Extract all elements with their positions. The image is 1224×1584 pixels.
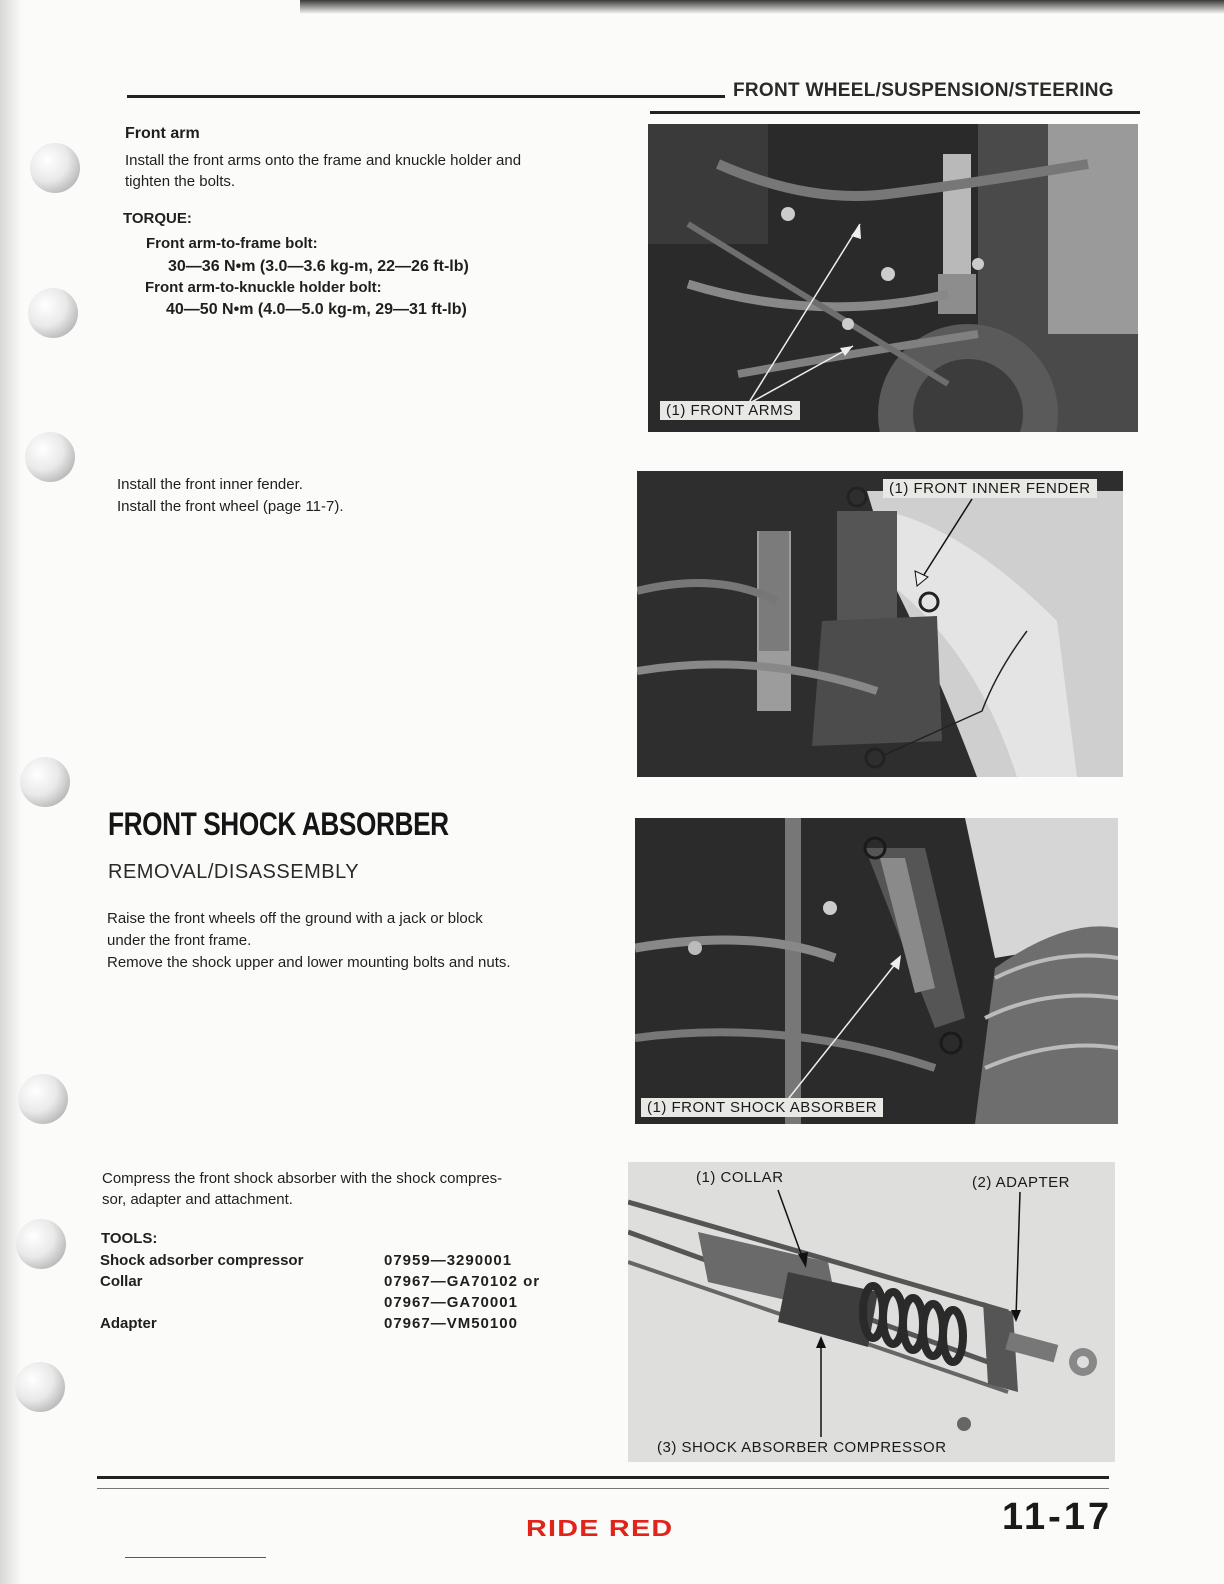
torque-spec-label: Front arm-to-knuckle holder bolt: <box>145 279 382 296</box>
tool-part-number: 07967—VM50100 <box>384 1315 518 1332</box>
shock-absorber-compressor-callout: (3) SHOCK ABSORBER COMPRESSOR <box>657 1439 947 1456</box>
bottom-link-underline <box>125 1557 266 1558</box>
binder-hole <box>18 1074 68 1124</box>
removal-disassembly-subheading: REMOVAL/DISASSEMBLY <box>108 861 360 883</box>
header-rule <box>650 111 1140 114</box>
ride-red-logo: RIDE RED <box>526 1515 674 1541</box>
header-rule <box>127 95 725 98</box>
page-edge-shadow <box>0 0 22 1584</box>
footer-rule <box>97 1476 1109 1479</box>
binder-hole <box>25 432 75 482</box>
front-shock-absorber-heading: FRONT SHOCK ABSORBER <box>108 806 449 842</box>
adapter-callout: (2) ADAPTER <box>972 1174 1071 1191</box>
front-shock-absorber-callout: (1) FRONT SHOCK ABSORBER <box>641 1098 883 1117</box>
footer-rule-thin <box>97 1488 1109 1489</box>
compress-instruction: sor, adapter and attachment. <box>102 1191 293 1208</box>
fender-instruction: Install the front inner fender. <box>117 476 303 493</box>
tool-part-number: 07959—3290001 <box>384 1252 513 1269</box>
tool-name: Adapter <box>100 1315 157 1332</box>
binder-hole <box>30 143 80 193</box>
compress-instruction: Compress the front shock absorber with the shock compres- <box>102 1170 503 1187</box>
section-title: FRONT WHEEL/SUSPENSION/STEERING <box>733 80 1114 101</box>
torque-spec-label: Front arm-to-frame bolt: <box>146 235 318 252</box>
torque-label: TORQUE: <box>123 210 192 227</box>
page-top-shadow <box>300 0 1224 14</box>
tool-name: Shock adsorber compressor <box>100 1252 304 1269</box>
front-shock-absorber-photo <box>635 818 1118 1124</box>
tool-part-number: 07967—GA70102 or <box>384 1273 541 1290</box>
binder-hole <box>16 1219 66 1269</box>
front-inner-fender-callout: (1) FRONT INNER FENDER <box>883 479 1097 498</box>
front-arm-instruction: Install the front arms onto the frame and knuckle holder and <box>125 152 522 169</box>
tools-label: TOOLS: <box>101 1230 158 1247</box>
shock-removal-instruction: Raise the front wheels off the ground with a jack or block <box>107 910 483 927</box>
fender-instruction: Install the front wheel (page 11-7). <box>117 498 344 515</box>
tool-name: Collar <box>100 1273 143 1290</box>
page-number: 11-17 <box>1002 1496 1113 1538</box>
binder-hole <box>15 1362 65 1412</box>
front-inner-fender-photo <box>637 471 1123 777</box>
shock-removal-instruction: Remove the shock upper and lower mounting bolts and nuts. <box>107 954 511 971</box>
front-arm-instruction: tighten the bolts. <box>125 173 236 190</box>
collar-callout: (1) COLLAR <box>696 1169 784 1186</box>
shock-compressor-photo <box>628 1162 1115 1462</box>
front-arms-callout: (1) FRONT ARMS <box>660 401 800 420</box>
front-arm-heading: Front arm <box>125 125 200 142</box>
binder-hole <box>20 757 70 807</box>
binder-hole <box>28 288 78 338</box>
torque-spec-value: 40—50 N•m (4.0—5.0 kg-m, 29—31 ft-lb) <box>166 301 467 318</box>
tool-part-number: 07967—GA70001 <box>384 1294 518 1311</box>
torque-spec-value: 30—36 N•m (3.0—3.6 kg-m, 22—26 ft-lb) <box>168 258 469 275</box>
shock-removal-instruction: under the front frame. <box>107 932 252 949</box>
front-arms-photo <box>648 124 1138 432</box>
